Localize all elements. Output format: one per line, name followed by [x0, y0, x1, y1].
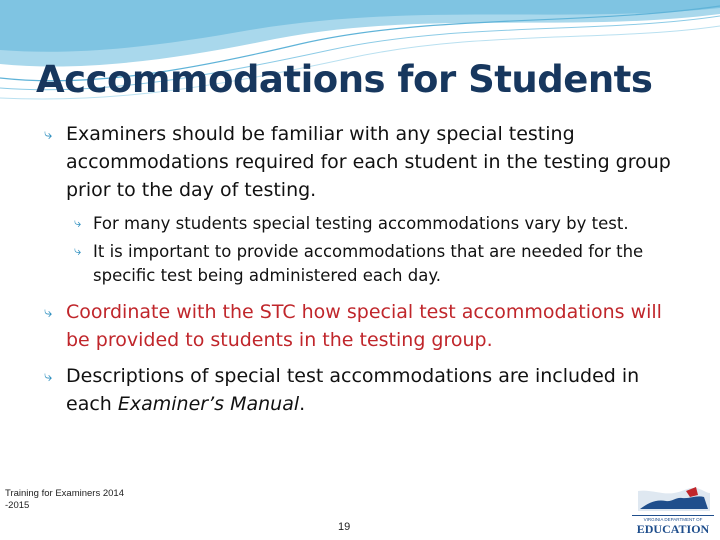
- sub-bullet-text: It is important to provide accommodations that are needed for the specific test being administered each day.: [93, 242, 644, 285]
- curved-arrow-bullet-icon: ⤷: [74, 216, 82, 231]
- curved-arrow-bullet-icon: ⤷: [44, 367, 53, 385]
- curved-arrow-bullet-icon: ⤷: [44, 125, 53, 143]
- sub-bullet-item: [40, 212, 680, 236]
- logo-small-text: VIRGINIA DEPARTMENT OF: [643, 517, 703, 522]
- curved-arrow-bullet-icon: ⤷: [44, 303, 53, 321]
- slide-title: Accommodations for Students: [36, 58, 653, 101]
- logo-text: EDUCATION: [636, 522, 710, 536]
- bullet-text-end: .: [299, 393, 306, 415]
- bullet-text: Descriptions of special test accommodations are included in each: [66, 365, 640, 415]
- bullet-text: Examiners should be familiar with any special testing accommodations required for each student in the testing group prior to the day of testing.: [66, 123, 671, 201]
- bullet-list: [40, 120, 680, 426]
- page-number: 19: [338, 521, 351, 533]
- curved-arrow-bullet-icon: ⤷: [74, 244, 82, 259]
- manual-title: Examiner’s Manual: [117, 393, 300, 415]
- bullet-text: Coordinate with the STC how special test accommodations will be provided to students in the testing group.: [66, 301, 662, 351]
- bullet-item: [40, 120, 680, 204]
- vdoe-logo: [630, 485, 716, 537]
- footer-caption-line: -2015: [5, 500, 30, 511]
- sub-bullet-text: For many students special testing accommodations vary by test.: [93, 214, 629, 233]
- footer-caption-line: Training for Examiners 2014: [5, 488, 124, 499]
- footer-caption: [5, 488, 135, 512]
- sub-bullet-item: [40, 240, 680, 288]
- bullet-item: [40, 362, 680, 418]
- highlighted-bullet-item: [40, 298, 680, 354]
